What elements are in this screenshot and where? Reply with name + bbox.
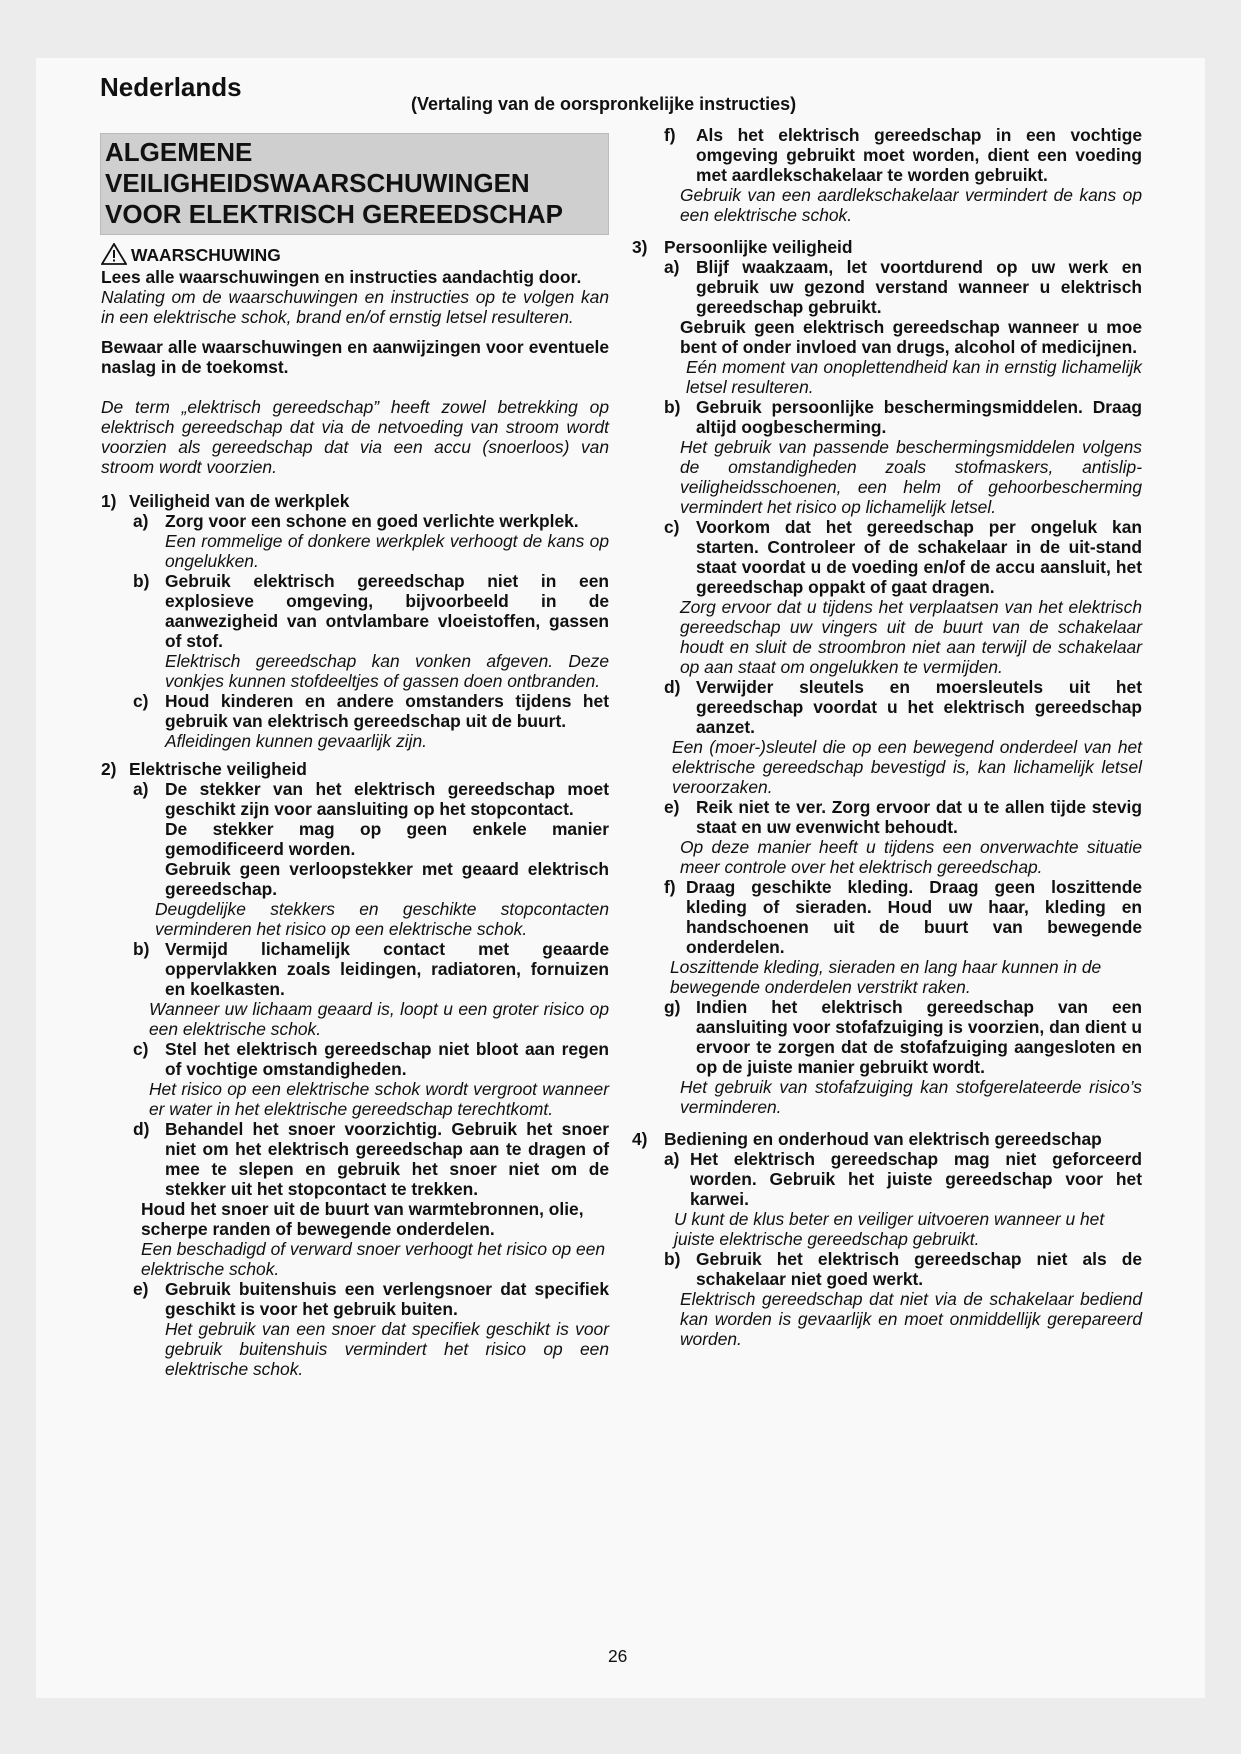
s1-item-a: a) Zorg voor een schone en goed verlichte werkplek. Een rommelige of donkere werkplek verhoogt de kans op ongelukken. (133, 511, 609, 571)
s1-item-c: c) Houd kinderen en andere omstanders tijdens het gebruik van elektrisch gereedschap uit de buurt. Afleidingen kunnen gevaarlijk zijn. (133, 691, 609, 751)
warning-label: WAARSCHUWING (131, 245, 281, 265)
right-column (632, 125, 1142, 1349)
s3-item-d: d) Verwijder sleutels en moersleutels uit het gereedschap voordat u het elektrisch gereedschap aanzet. Een (moer-)sleutel die op een bewegend onderdeel van het elektrische gereedschap bevestigd is, kan lichamelijk letsel veroorzaken. (664, 677, 1142, 797)
left-column (101, 133, 609, 1379)
translation-subtitle: (Vertaling van de oorspronkelijke instructies) (411, 94, 797, 114)
section-4-heading: 4) Bediening en onderhoud van elektrisch gereedschap (632, 1129, 1102, 1149)
read-all-warnings: Lees alle waarschuwingen en instructies aandachtig door. (101, 267, 582, 287)
s2-item-f: f) Als het elektrisch gereedschap in een vochtige omgeving gebruikt moet worden, dient een voeding met aardlekschakelaar te worden gebruikt. Gebruik van een aardlekschakelaar vermindert de kans op een elektrische schok. (664, 125, 1142, 225)
warning-triangle-icon (101, 243, 127, 265)
s4-item-b: b) Gebruik het elektrisch gereedschap niet als de schakelaar niet goed werkt. Elektrisch gereedschap dat niet via de schakelaar bediend kan worden is gevaarlijk en moet onmiddellijk gerepareerd worden. (664, 1249, 1142, 1349)
title-box (100, 133, 609, 235)
page-number: 26 (608, 1646, 628, 1666)
s3-item-f: f) Draag geschikte kleding. Draag geen loszittende kleding of sieraden. Houd uw haar, kleding en handschoenen uit de buurt van bewegende onderdelen. Loszittende kleding, sieraden en lang haar kunnen in de bewegende onderdelen verstrikt raken. (664, 877, 1142, 997)
title-line-1: ALGEMENE (105, 137, 253, 167)
s3-item-g: g) Indien het elektrisch gereedschap van een aansluiting voor stofafzuiging is voorzien, dan dient u ervoor te zorgen dat de stofafzuiging aangesloten en op de juiste manier gebruikt wordt. Het gebruik van stofafzuiging kan stofgerelateerde risico’s verminderen. (664, 997, 1142, 1117)
term-definition: De term „elektrisch gereedschap” heeft zowel betrekking op elektrisch gereedschap dat via de netvoeding van stroom wordt voorzien als gereedschap dat via een accu (snoerloos) van stroom wordt voorzien. (101, 397, 609, 477)
s3-item-e: e) Reik niet te ver. Zorg ervoor dat u te allen tijde stevig staat en uw evenwicht behoudt. Op deze manier heeft u tijdens een onverwachte situatie meer controle over het elektrisch gereedschap. (664, 797, 1142, 877)
warning-heading (101, 243, 609, 265)
s2-item-e: e) Gebruik buitenshuis een verlengsnoer dat specifiek geschikt is voor het gebruik buiten. Het gebruik van een snoer dat specifiek geschikt is voor gebruik buitenshuis vermindert het risico op een elektrische schok. (133, 1279, 609, 1379)
s3-item-c: c) Voorkom dat het gereedschap per ongeluk kan starten. Controleer of de schakelaar in de uit-stand staat voordat u de voeding en/of de accu aansluit, het gereedschap oppakt of gaat dragen. Zorg ervoor dat u tijdens het verplaatsen van het elektrisch gereedschap uw vingers uit de buurt van de schakelaar houdt en sluit de stroombron niet aan terwijl de schakelaar op aan staat om ongelukken te vermijden. (664, 517, 1142, 677)
s2-item-c: c) Stel het elektrisch gereedschap niet bloot aan regen of vochtige omstandigheden. Het risico op een elektrische schok wordt vergroot wanneer er water in het elektrische gereedschap terechtkomt. (133, 1039, 609, 1119)
title-line-3: VOOR ELEKTRISCH GEREEDSCHAP (105, 199, 563, 229)
title-line-2: VEILIGHEIDSWAARSCHUWINGEN (105, 168, 530, 198)
s3-item-a: a) Blijf waakzaam, let voortdurend op uw werk en gebruik uw gezond verstand wanneer u elektrisch gereedschap gebruikt. Gebruik geen elektrisch gereedschap wanneer u moe bent of onder invloed van drugs, alcohol of medicijnen. Eén moment van onoplettendheid kan in ernstig lichamelijk letsel resulteren. (664, 257, 1142, 397)
s2-item-d: d) Behandel het snoer voorzichtig. Gebruik het snoer niet om het elektrisch gereedschap aan te dragen of mee te slepen en gebruik het snoer niet om de stekker uit het stopcontact te trekken. Houd het snoer uit de buurt van warmtebronnen, olie, scherpe randen of bewegende onderdelen. Een beschadigd of verward snoer verhoogt het risico op een elektrische schok. (133, 1119, 609, 1279)
s2-item-b: b) Vermijd lichamelijk contact met geaarde oppervlakken zoals leidingen, radiatoren, fornuizen en koelkasten. Wanneer uw lichaam geaard is, loopt u een groter risico op een elektrische schok. (133, 939, 609, 1039)
section-1-heading: 1) Veiligheid van de werkplek (101, 491, 350, 511)
failure-consequence: Nalating om de waarschuwingen en instructies op te volgen kan in een elektrische schok, brand en/of ernstig letsel resulteren. (101, 287, 609, 327)
keep-instructions: Bewaar alle waarschuwingen en aanwijzingen voor eventuele naslag in de toekomst. (101, 337, 609, 377)
section-2-heading: 2) Elektrische veiligheid (101, 759, 307, 779)
s2-item-a: a) De stekker van het elektrisch gereedschap moet geschikt zijn voor aansluiting op het stopcontact. De stekker mag op geen enkele manier gemodificeerd worden. Gebruik geen verloopstekker met geaard elektrisch gereedschap. Deugdelijke stekkers en geschikte stopcontacten verminderen het risico op een elektrische schok. (133, 779, 609, 939)
s3-item-b: b) Gebruik persoonlijke beschermingsmiddelen. Draag altijd oogbescherming. Het gebruik van passende beschermingsmiddelen volgens de omstandigheden zoals stofmaskers, antislip-veiligheidsschoenen, een helm of gehoorbescherming vermindert het risico op lichamelijk letsel. (664, 397, 1142, 517)
s4-item-a: a) Het elektrisch gereedschap mag niet geforceerd worden. Gebruik het juiste gereedschap voor het karwei. U kunt de klus beter en veiliger uitvoeren wanneer u het juiste elektrische gereedschap gebruikt. (664, 1149, 1142, 1249)
s1-item-b: b) Gebruik elektrisch gereedschap niet in een explosieve omgeving, bijvoorbeeld in de aanwezigheid van ontvlambare vloeistoffen, gassen of stof. Elektrisch gereedschap kan vonken afgeven. Deze vonkjes kunnen stofdeeltjes of gassen doen ontbranden. (133, 571, 609, 691)
language-heading: Nederlands (100, 72, 242, 102)
section-3-heading: 3) Persoonlijke veiligheid (632, 237, 853, 257)
